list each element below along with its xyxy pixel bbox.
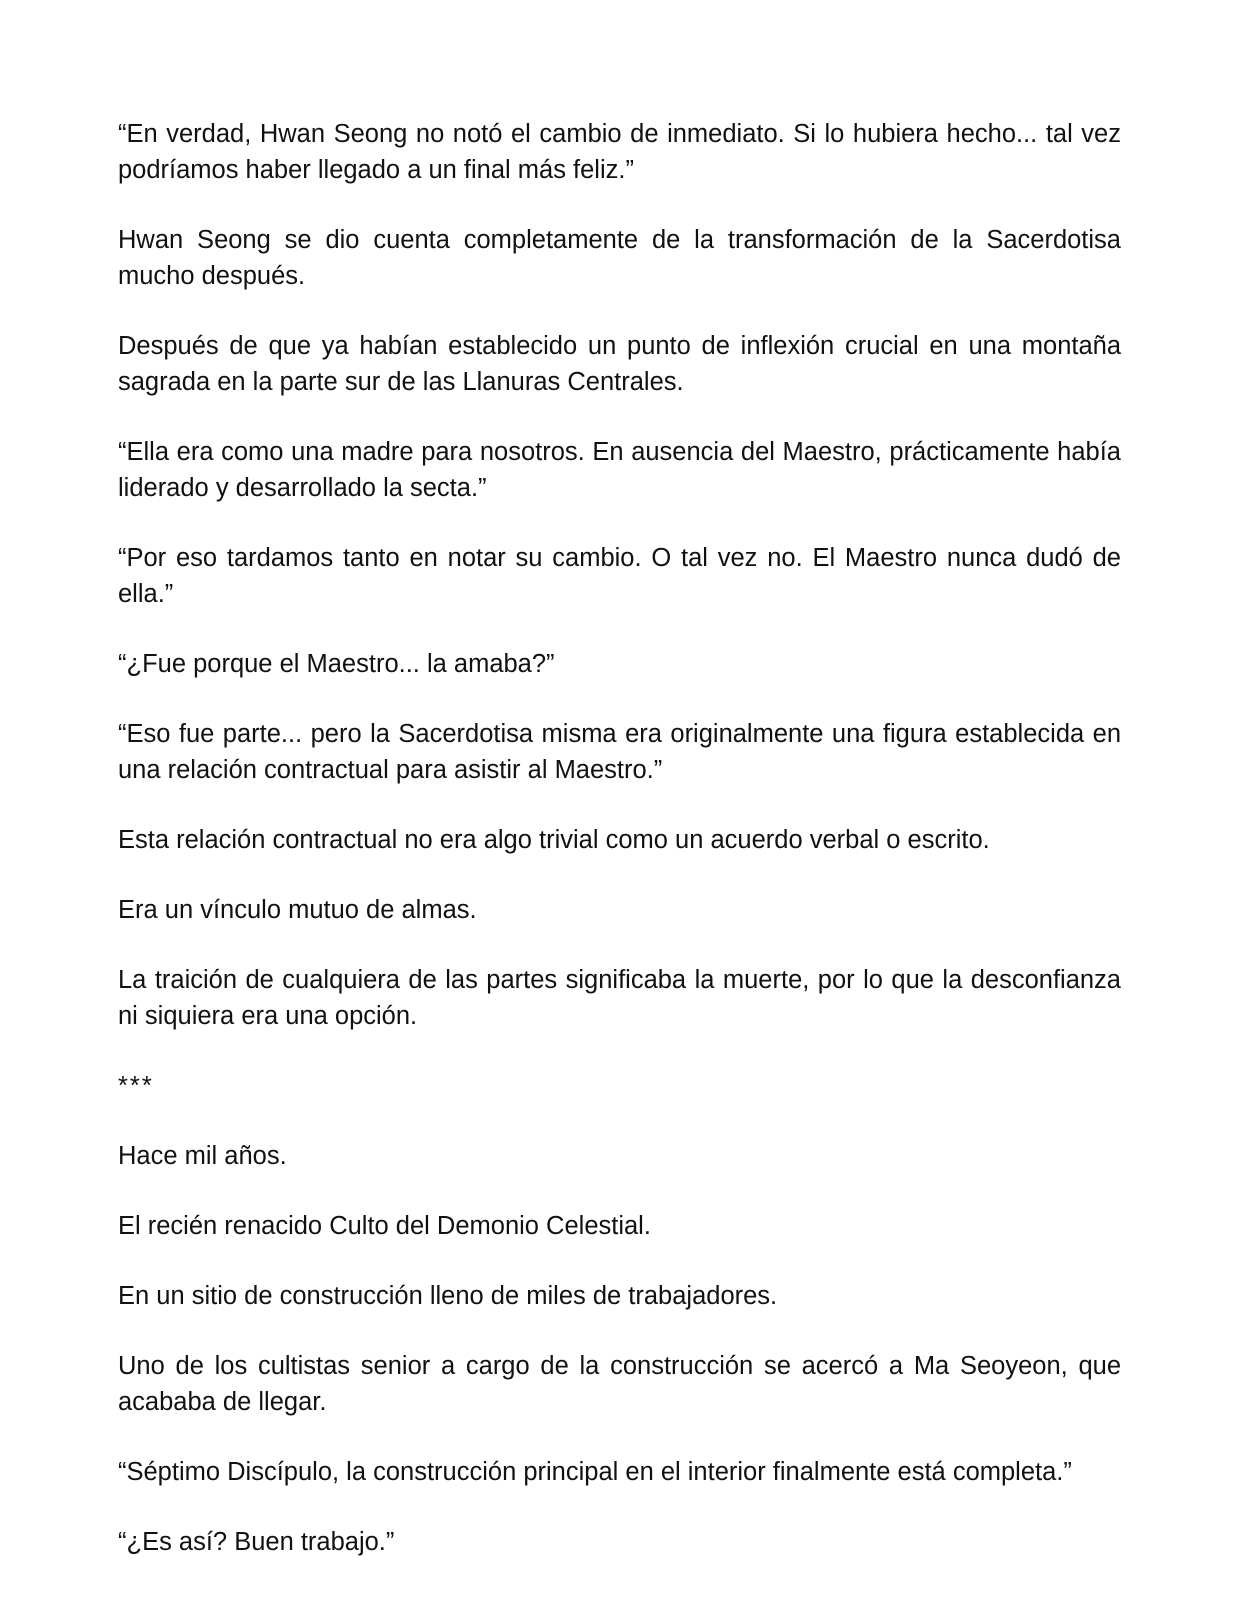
paragraph: Uno de los cultistas senior a cargo de la construcción se acercó a Ma Seoyeon, que acababa de llegar.	[118, 1352, 1121, 1416]
paragraph: Era un vínculo mutuo de almas.	[118, 896, 477, 924]
paragraph: “Por eso tardamos tanto en notar su cambio. O tal vez no. El Maestro nunca dudó de ella.”	[118, 544, 1121, 608]
paragraph: Hace mil años.	[118, 1142, 287, 1170]
paragraph: En un sitio de construcción lleno de miles de trabajadores.	[118, 1282, 778, 1310]
paragraph: Esta relación contractual no era algo trivial como un acuerdo verbal o escrito.	[118, 826, 990, 854]
paragraph: El recién renacido Culto del Demonio Celestial.	[118, 1212, 651, 1240]
paragraph: La traición de cualquiera de las partes significaba la muerte, por lo que la desconfianza ni siquiera era una opción.	[118, 966, 1121, 1030]
paragraph: Hwan Seong se dio cuenta completamente de la transformación de la Sacerdotisa mucho después.	[118, 226, 1121, 290]
paragraph: “¿Fue porque el Maestro... la amaba?”	[118, 650, 555, 678]
paragraph: Después de que ya habían establecido un punto de inflexión crucial en una montaña sagrada en la parte sur de las Llanuras Centrales.	[118, 332, 1121, 396]
paragraph: “En verdad, Hwan Seong no notó el cambio de inmediato. Si lo hubiera hecho... tal vez podríamos haber llegado a un final más feliz.”	[118, 120, 1121, 184]
paragraph: “¿Es así? Buen trabajo.”	[118, 1528, 395, 1556]
document-body	[118, 116, 1121, 1594]
paragraph: “Séptimo Discípulo, la construcción principal en el interior finalmente está completa.”	[118, 1458, 1072, 1486]
scene-break: ***	[118, 1072, 154, 1100]
paragraph: “Eso fue parte... pero la Sacerdotisa misma era originalmente una figura establecida en una relación contractual para asistir al Maestro.”	[118, 720, 1121, 784]
paragraph: “Ella era como una madre para nosotros. En ausencia del Maestro, prácticamente había liderado y desarrollado la secta.”	[118, 438, 1121, 502]
